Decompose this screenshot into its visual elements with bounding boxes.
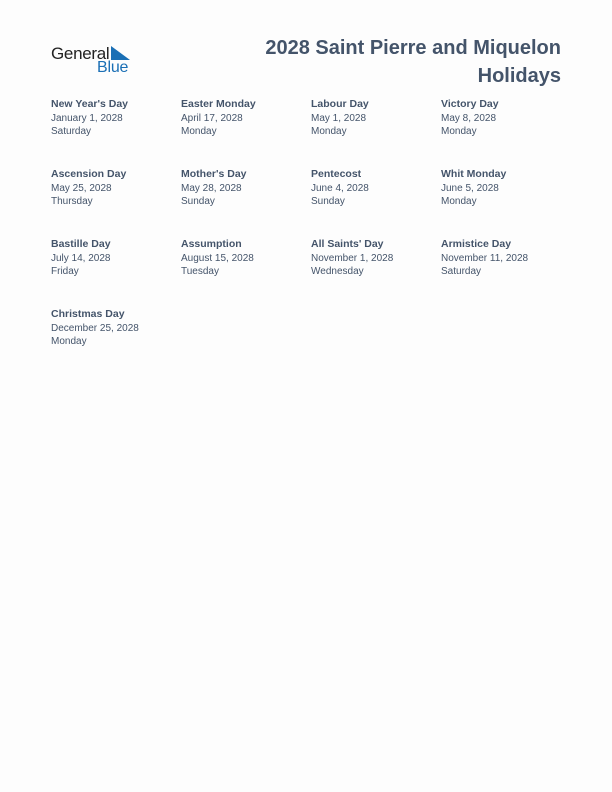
holiday-date: May 1, 2028 [311,112,367,124]
holiday-item [441,168,571,238]
page-title: 2028 Saint Pierre and Miquelon Holidays [265,37,561,87]
holiday-item [51,168,181,238]
holiday-weekday: Monday [311,126,347,137]
holiday-weekday: Sunday [311,196,345,207]
logo-text-blue: Blue [97,59,129,76]
holiday-weekday: Wednesday [311,266,364,277]
holiday-weekday: Monday [441,196,477,207]
holiday-date: June 5, 2028 [441,182,499,194]
holiday-name: Victory Day [441,98,499,110]
holiday-item [181,238,311,308]
holiday-date: May 8, 2028 [441,112,497,124]
holiday-item [441,238,571,308]
holiday-date: May 25, 2028 [51,182,112,194]
holiday-item [51,238,181,308]
holiday-name: Pentecost [311,168,362,180]
holiday-item [181,168,311,238]
holiday-name: Ascension Day [51,168,127,180]
holiday-weekday: Monday [51,336,87,347]
holiday-weekday: Friday [51,266,79,277]
holiday-name: Whit Monday [441,168,507,180]
holiday-name: Armistice Day [441,238,512,250]
holiday-weekday: Saturday [441,266,482,277]
holiday-name: Labour Day [311,98,369,110]
holiday-date: January 1, 2028 [51,112,123,124]
holiday-name: Christmas Day [51,308,125,320]
holiday-item [311,238,441,308]
holiday-date: November 1, 2028 [311,252,394,264]
holiday-item [441,98,571,168]
holiday-item [181,98,311,168]
holiday-name: Mother's Day [181,168,247,180]
holiday-date: August 15, 2028 [181,252,254,264]
holiday-date: December 25, 2028 [51,322,139,334]
holiday-weekday: Tuesday [181,266,219,277]
holiday-weekday: Thursday [51,196,93,207]
holiday-date: June 4, 2028 [311,182,369,194]
holiday-weekday: Monday [181,126,217,137]
holiday-item [311,98,441,168]
holiday-date: April 17, 2028 [181,112,243,124]
holiday-date: May 28, 2028 [181,182,242,194]
logo-text-general: General [51,44,110,63]
holiday-name: New Year's Day [51,98,129,110]
holiday-name: Easter Monday [181,98,256,110]
holiday-grid [51,98,571,378]
holiday-item [311,168,441,238]
holiday-weekday: Monday [441,126,477,137]
holiday-item [51,308,181,378]
generalblue-logo [51,44,141,78]
holiday-name: Assumption [181,238,242,250]
holiday-date: July 14, 2028 [51,252,111,264]
holiday-name: All Saints' Day [311,238,384,250]
holiday-name: Bastille Day [51,238,111,250]
holiday-date: November 11, 2028 [441,252,529,264]
holiday-weekday: Sunday [181,196,215,207]
holiday-weekday: Saturday [51,126,92,137]
holiday-item [51,98,181,168]
